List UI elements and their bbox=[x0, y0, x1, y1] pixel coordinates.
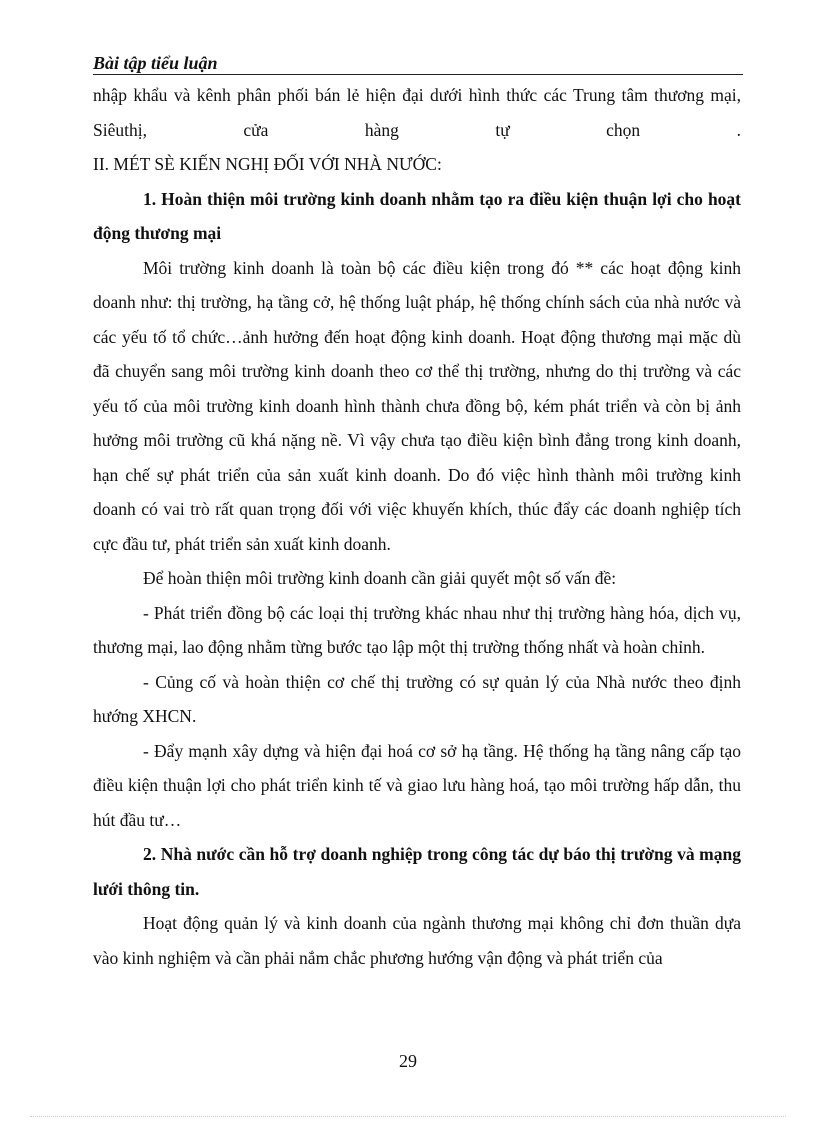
page-body bbox=[93, 78, 741, 975]
list-item: - Củng cố và hoàn thiện cơ chế thị trường có sự quản lý của Nhà nước theo định hướng XHCN. bbox=[93, 671, 741, 726]
document-header: Bài tập tiểu luận bbox=[93, 52, 743, 75]
subheading-2: 2. Nhà nước cần hỗ trợ doanh nghiệp trong công tác dự báo thị trường và mạng lưới thông tin. bbox=[93, 844, 741, 899]
subheading-1: 1. Hoàn thiện môi trường kinh doanh nhằm tạo ra điều kiện thuận lợi cho hoạt động thương mại bbox=[93, 188, 741, 243]
page-number: 29 bbox=[399, 1051, 417, 1071]
page-bottom-divider bbox=[30, 1116, 786, 1117]
paragraph-forecast: Hoạt động quản lý và kinh doanh của ngành thương mại không chỉ đơn thuần dựa vào kinh nghiệm và cần phải nắm chắc phương hướng vận động và phát triển của bbox=[93, 913, 741, 968]
paragraph-business-environment: Môi trường kinh doanh là toàn bộ các điều kiện trong đó ** các hoạt động kinh doanh như: thị trường, hạ tầng cở, hệ thống luật pháp, hệ thống chính sách của nhà nước và các yếu tố tổ chức…ảnh hưởng đến hoạt động kinh doanh. Hoạt động thương mại mặc dù đã chuyển sang môi trường kinh doanh theo cơ thể thị trường, nhưng do thị trường và các yếu tố của môi trường kinh doanh hình thành chưa đồng bộ, kém phát triển và còn bị ảnh hưởng môi trường cũ khá nặng nề. Vì vậy chưa tạo điều kiện bình đẳng trong kinh doanh, hạn chế sự phát triển của sản xuất kinh doanh. Do đó việc hình thành môi trường kinh doanh có vai trò rất quan trọng đối với việc khuyến khích, thúc đẩy các doanh nghiệp tích cực đầu tư, phát triển sản xuất kinh doanh. bbox=[93, 257, 741, 554]
section-heading: II. MÉT SÈ KIẾN NGHỊ ĐỐI VỚI NHÀ NƯỚC: bbox=[93, 154, 442, 174]
list-item: - Đẩy mạnh xây dựng và hiện đại hoá cơ sở hạ tầng. Hệ thống hạ tầng nâng cấp tạo điều kiện thuận lợi cho phát triển kinh tế và giao lưu hàng hoá, tạo môi trường hấp dẫn, thu hút đầu tư… bbox=[93, 740, 741, 830]
paragraph-intro-list: Để hoàn thiện môi trường kinh doanh cần giải quyết một số vấn đề: bbox=[143, 568, 617, 588]
list-item: - Phát triển đồng bộ các loại thị trường khác nhau như thị trường hàng hóa, dịch vụ, thương mại, lao động nhằm từng bước tạo lập một thị trường thống nhất và hoàn chỉnh. bbox=[93, 602, 741, 657]
paragraph-continuation: nhập khẩu và kênh phân phối bán lẻ hiện đại dưới hình thức các Trung tâm thương mại, Siêuthị, cửa hàng tự chọn . bbox=[93, 85, 741, 140]
